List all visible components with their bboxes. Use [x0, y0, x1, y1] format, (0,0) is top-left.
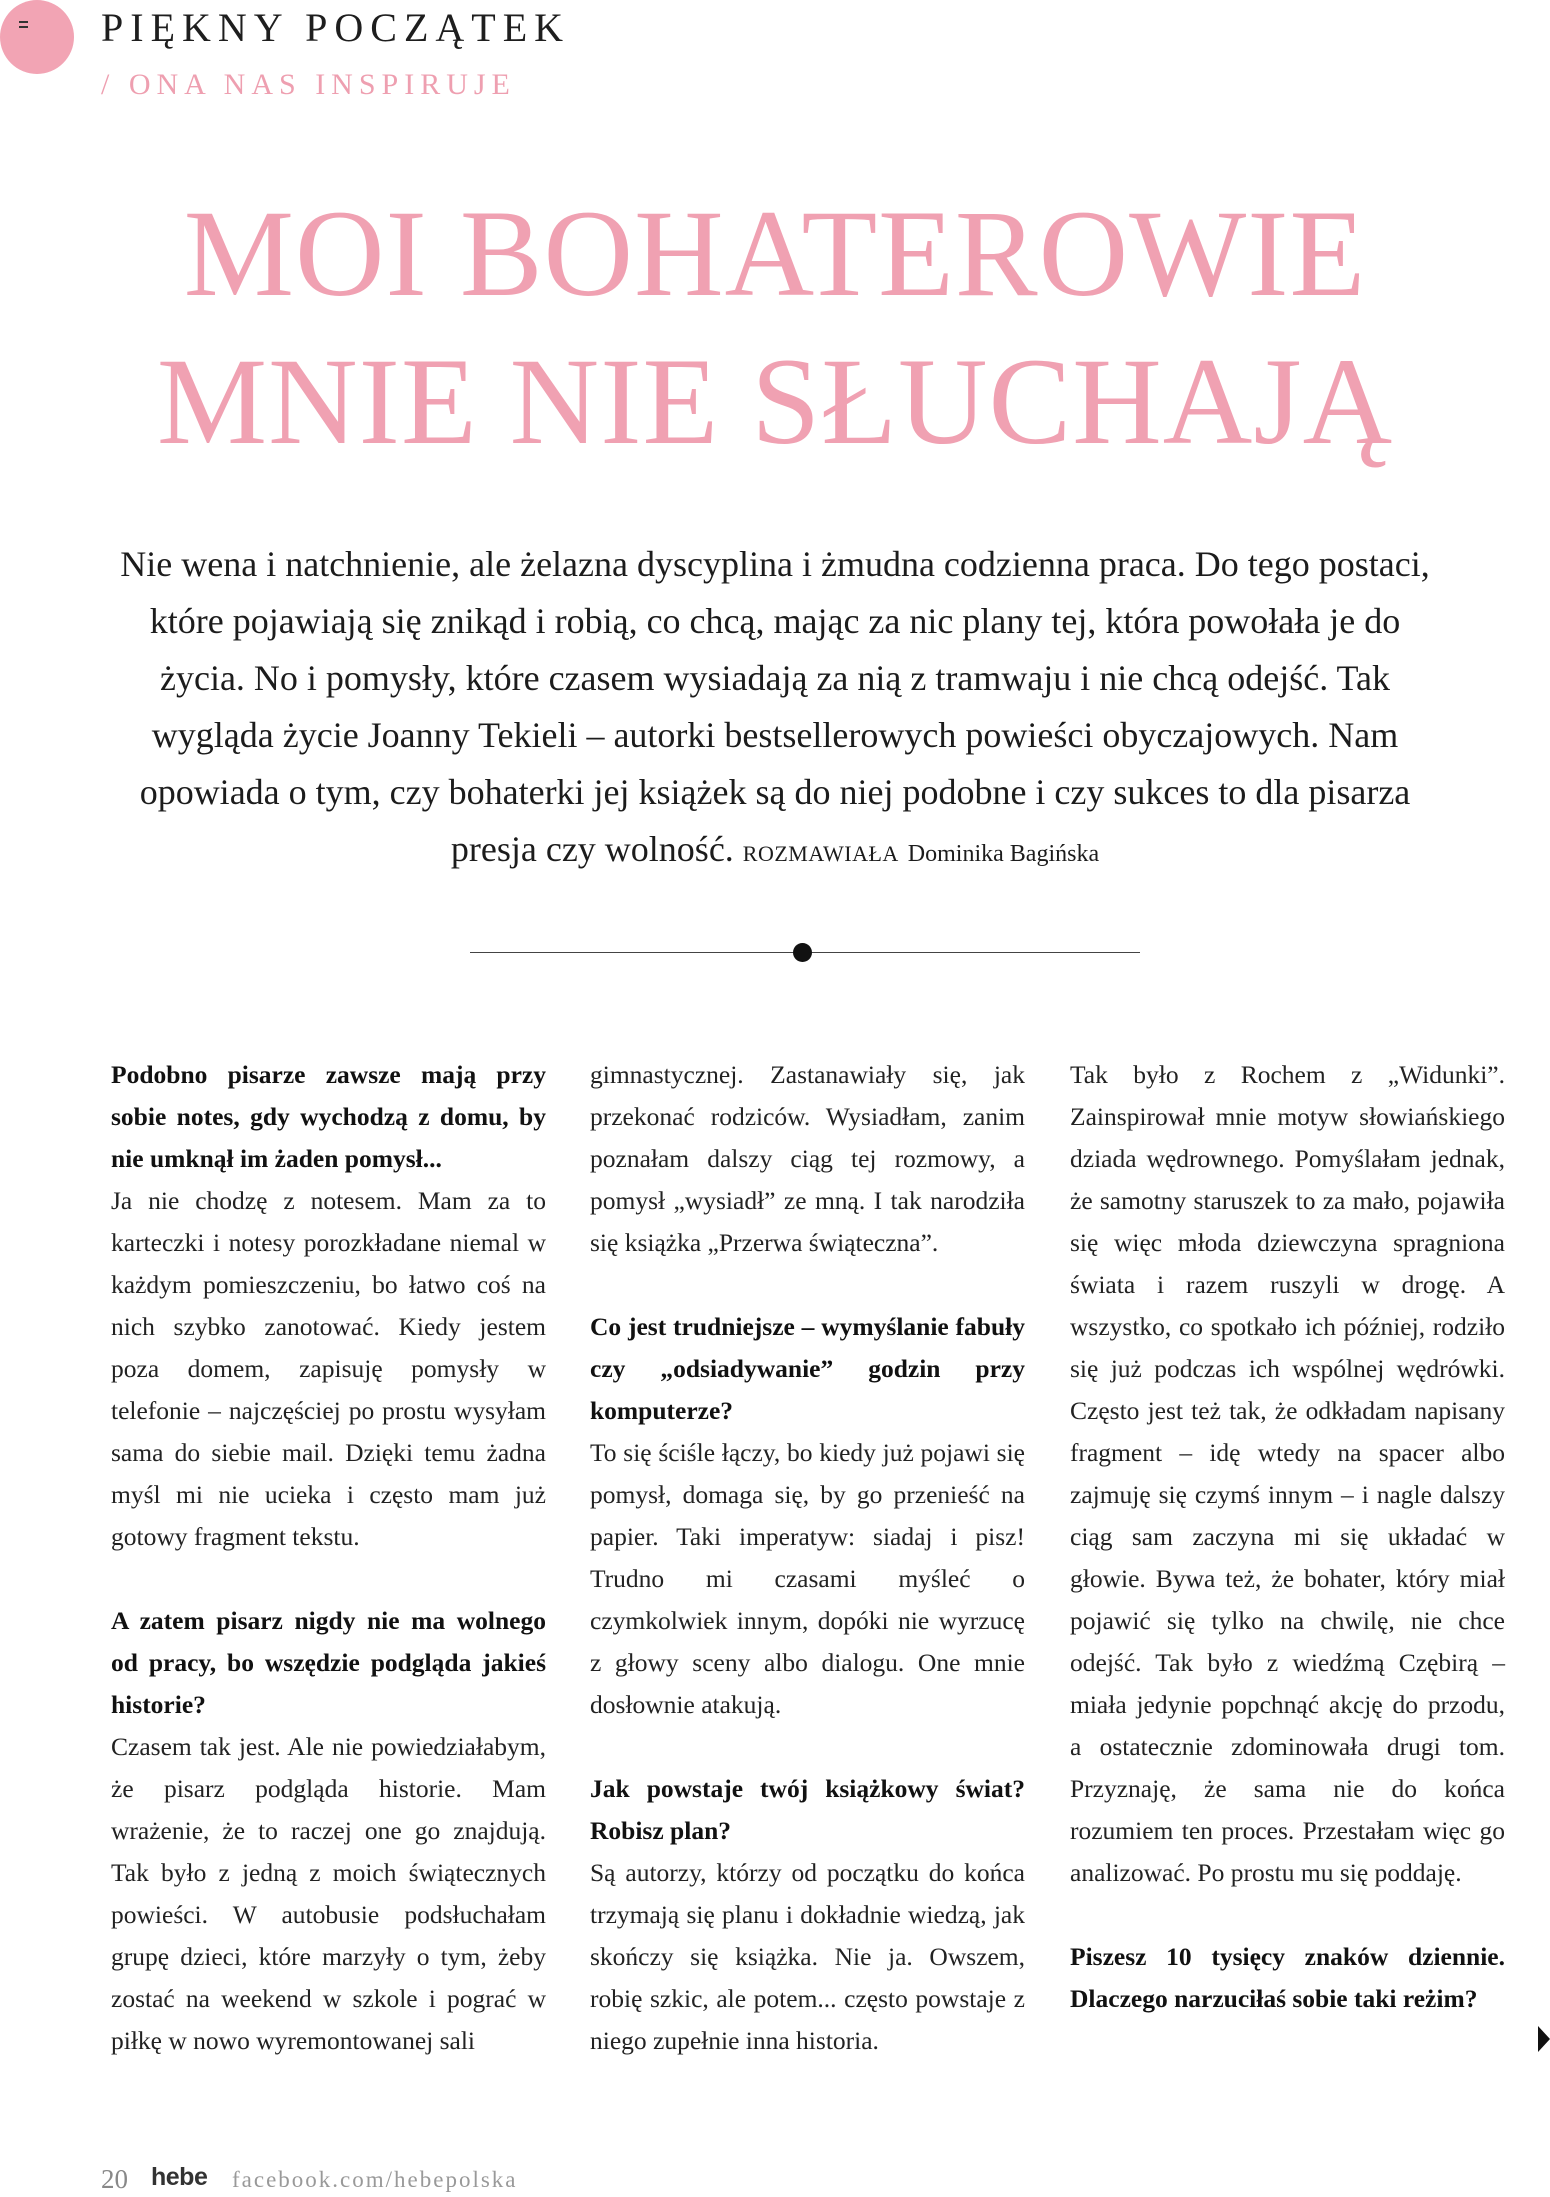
page-number: 20 — [101, 2164, 128, 2194]
section-title: PIĘKNY POCZĄTEK — [101, 5, 571, 50]
pink-circle-badge — [0, 0, 74, 74]
answer: Czasem tak jest. Ale nie powiedziałabym, że pisarz podgląda historie. Mam wrażenie, że to raczej one go znajdują. Tak było z jedną z moich świątecznych powieści. W autobusie podsłuchałam grupę dzieci, które marzyły o tym, żeby zostać na weekend w szkole i pograć w piłkę w nowo wyremontowanej sali — [111, 1732, 546, 2055]
article-headline — [0, 180, 1550, 476]
answer-continued: Tak było z Rochem z „Widunki”. Zainspirował mnie motyw słowiańskiego dziada wędrownego. Pomyślałam jednak, że samotny staruszek to za mało, pojawiła się więc młoda dziewczyna spragniona świata i razem ruszyli w drogę. A wszystko, co spotkało ich później, rodziło się już podczas ich wspólnej wędrówki. Często jest też tak, że odkładam napisany fragment – idę wtedy na spacer albo zajmuję się czymś innym – i nagle dalszy ciąg sam zaczyna mi się układać w głowie. Bywa też, że bohater, który miał pojawić się tylko na chwilę, nie chce odejść. Tak było z wiedźmą Czębirą – miała jedynie popchnąć akcję do przodu, a ostatecznie zdominowała drugi tom. Przyznaję, że sama nie do końca rozumiem ten proces. Przestałam więc go analizować. Po prostu mu się poddaję. — [1070, 1060, 1505, 1887]
answer: To się ściśle łączy, bo kiedy już pojawi się pomysł, domaga się, by go przenieść na papier. Taki imperatyw: siadaj i pisz! Trudno mi czasami myśleć o czymkolwiek innym, dopóki nie wyrzucę z głowy sceny albo dialogu. One mnie dosłownie atakują. — [590, 1438, 1025, 1719]
brand-logo: hebe — [151, 2163, 208, 2191]
answer: Ja nie chodzę z notesem. Mam za to karteczki i notesy porozkładane niemal w każdym pomieszczeniu, bo łatwo coś na nich szybko zanotować. Kiedy jestem poza domem, zapisuję pomysły w telefonie – najczęściej po prostu wysyłam sama do siebie mail. Dzięki temu żadna myśl mi nie ucieka i często mam już gotowy fragment tekstu. — [111, 1186, 546, 1551]
article-lead — [120, 536, 1430, 883]
qa-block — [1070, 1936, 1505, 2020]
credit-label: ROZMAWIAŁA — [742, 841, 899, 866]
qa-block — [590, 1306, 1025, 1726]
next-page-arrow-icon[interactable] — [1538, 2026, 1550, 2052]
headline-line-2: MNIE NIE SŁUCHAJĄ — [156, 333, 1394, 470]
question: Podobno pisarze zawsze mają przy sobie notes, gdy wychodzą z domu, by nie umknął im żaden pomysł... — [111, 1060, 546, 1173]
answer-continued: gimnastycznej. Zastanawiały się, jak przekonać rodziców. Wysiadłam, zanim poznałam dalszy ciąg tej rozmowy, a pomysł „wysiadł” ze mną. I tak narodziła się książka „Przerwa świąteczna”. — [590, 1060, 1025, 1257]
question: Piszesz 10 tysięcy znaków dziennie. Dlaczego narzuciłaś sobie taki reżim? — [1070, 1942, 1505, 2013]
qa-block — [590, 1768, 1025, 2062]
question: A zatem pisarz nigdy nie ma wolnego od pracy, bo wszędzie podgląda jakieś historie? — [111, 1606, 546, 1719]
qa-block — [111, 1054, 546, 1558]
headline-line-1: MOI BOHATEROWIE — [183, 185, 1367, 322]
column-1 — [111, 1054, 546, 2104]
footer-url[interactable]: facebook.com/hebepolska — [232, 2167, 518, 2192]
credit-name: Dominika Bagińska — [907, 841, 1100, 867]
lead-text: Nie wena i natchnienie, ale żelazna dyscyplina i żmudna codzienna praca. Do tego postaci, które pojawiają się znikąd i robią, co chcą, mając za nic plany tej, która powołała je do życia. No i pomysły, które czasem wysiadają za nią z tramwaju i nie chcą odejść. Tak wygląda życie Joanny Tekieli – autorki bestsellerowych powieści obyczajowych. Nam opowiada o tym, czy bohaterki jej książek są do niej podobne i czy sukces to dla pisarza presja czy wolność. — [120, 544, 1430, 869]
column-3 — [1070, 1054, 1505, 2062]
question: Co jest trudniejsze – wymyślanie fabuły czy „odsiadywanie” godzin przy komputerze? — [590, 1312, 1025, 1425]
divider-dot — [793, 943, 812, 962]
column-2 — [590, 1054, 1025, 2104]
question: Jak powstaje twój książkowy świat? Robisz plan? — [590, 1774, 1025, 1845]
section-subtitle: / ONA NAS INSPIRUJE — [101, 68, 516, 101]
menu-icon[interactable] — [19, 21, 28, 28]
qa-block — [111, 1600, 546, 2062]
answer: Są autorzy, którzy od początku do końca trzymają się planu i dokładnie wiedzą, jak skończy się książka. Nie ja. Owszem, robię szkic, ale potem... często powstaje z niego zupełnie inna historia. — [590, 1858, 1025, 2055]
